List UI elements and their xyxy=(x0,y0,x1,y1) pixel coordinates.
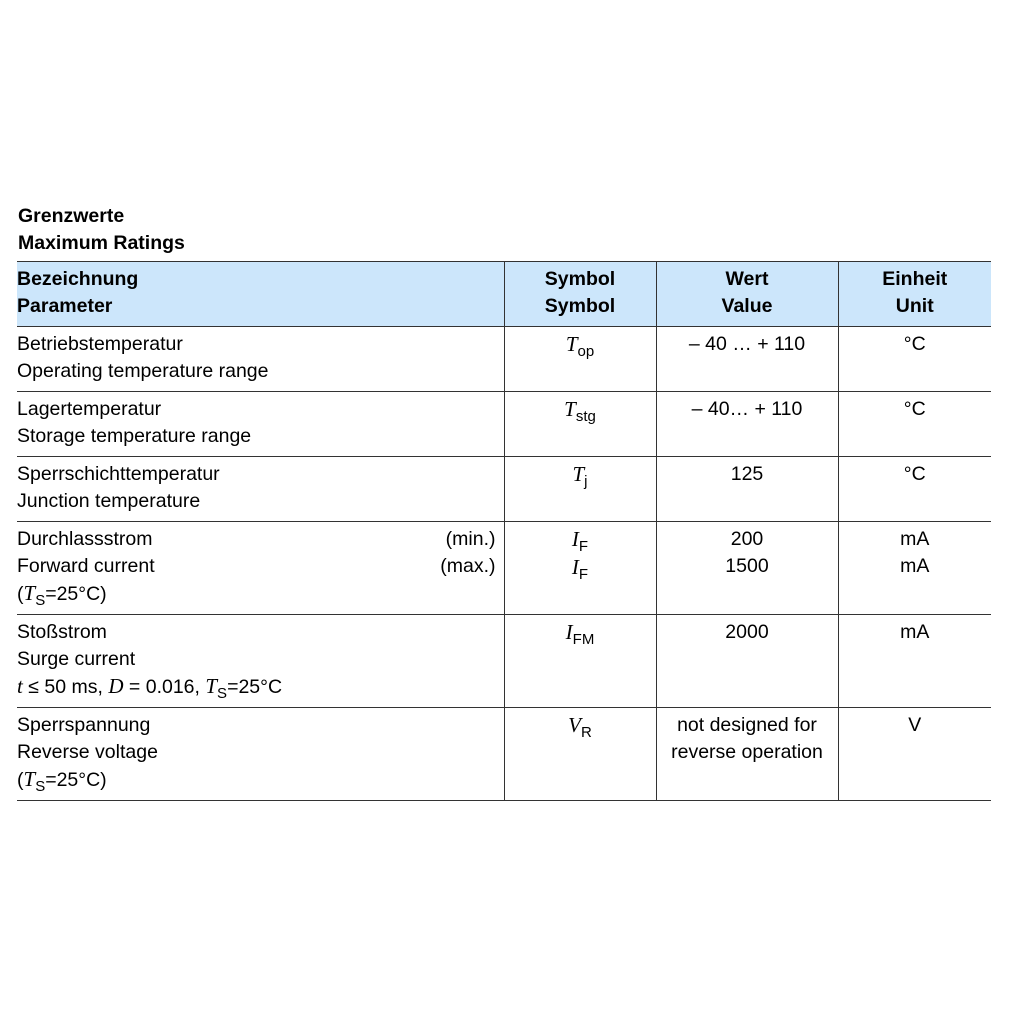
parameter-en: Reverse voltage xyxy=(17,741,158,763)
condition-symbol: T xyxy=(23,581,36,605)
value-cell xyxy=(656,708,838,801)
value: – 40 … + 110 xyxy=(688,333,806,355)
header-parameter-en: Parameter xyxy=(17,295,113,317)
parameter-de: Sperrschichttemperatur xyxy=(17,463,220,485)
unit: mA xyxy=(900,621,930,643)
value-cell xyxy=(656,327,838,392)
condition xyxy=(17,766,504,794)
condition-subscript: S xyxy=(35,778,46,795)
header-symbol xyxy=(504,262,656,327)
qualifier-max: (max.) xyxy=(440,555,496,577)
header-value-en: Value xyxy=(721,295,773,317)
parameter-en: Operating temperature range xyxy=(17,360,269,382)
header-parameter xyxy=(17,262,504,327)
condition-duty: = 0.016, xyxy=(123,676,206,698)
symbol-cell xyxy=(504,522,656,615)
title-english: Maximum Ratings xyxy=(18,232,185,254)
symbol-subscript: stg xyxy=(575,408,596,425)
condition-time-symbol: t xyxy=(17,674,23,698)
parameter-de: Betriebstemperatur xyxy=(17,333,183,355)
condition-value: =25°C) xyxy=(45,583,107,605)
parameter-line xyxy=(17,553,504,580)
value: 1500 xyxy=(725,555,769,577)
symbol-cell xyxy=(504,457,656,522)
unit-cell xyxy=(838,708,991,801)
header-unit xyxy=(838,262,991,327)
parameter-de: Lagertemperatur xyxy=(17,398,162,420)
symbol: I xyxy=(571,555,579,579)
parameter-cell xyxy=(17,457,504,522)
symbol-cell xyxy=(504,327,656,392)
parameter-de: Durchlassstrom xyxy=(17,528,153,550)
parameter-cell xyxy=(17,615,504,708)
parameter-en: Storage temperature range xyxy=(17,425,252,447)
symbol-subscript: R xyxy=(580,724,592,741)
symbol: T xyxy=(565,332,578,356)
condition-subscript: S xyxy=(217,685,228,702)
title-german: Grenzwerte xyxy=(18,205,125,227)
parameter-cell xyxy=(17,327,504,392)
table-row xyxy=(17,708,991,801)
table-row xyxy=(17,615,991,708)
parameter-line xyxy=(17,526,504,553)
condition xyxy=(17,673,504,701)
condition-symbol: T xyxy=(23,767,36,791)
value: reverse operation xyxy=(671,741,823,763)
value-cell xyxy=(656,615,838,708)
unit: °C xyxy=(903,398,926,420)
parameter-de: Stoßstrom xyxy=(17,621,107,643)
parameter-en: Forward current xyxy=(17,555,155,577)
symbol: I xyxy=(571,527,579,551)
unit: °C xyxy=(903,463,926,485)
value: 200 xyxy=(730,528,764,550)
parameter-en: Junction temperature xyxy=(17,490,201,512)
condition-duty-symbol: D xyxy=(108,674,124,698)
symbol-cell xyxy=(504,392,656,457)
value: not designed for xyxy=(677,714,817,736)
unit-cell xyxy=(838,615,991,708)
condition-value: =25°C) xyxy=(45,769,107,791)
symbol-subscript: FM xyxy=(572,631,595,648)
header-unit-de: Einheit xyxy=(882,268,948,290)
table-header-row xyxy=(17,262,991,327)
condition-value: =25°C xyxy=(227,676,283,698)
value-cell xyxy=(656,522,838,615)
table-row xyxy=(17,522,991,615)
unit-cell xyxy=(838,457,991,522)
unit-cell xyxy=(838,327,991,392)
parameter-cell xyxy=(17,522,504,615)
parameter-de: Sperrspannung xyxy=(17,714,151,736)
header-symbol-en: Symbol xyxy=(544,295,616,317)
unit: °C xyxy=(903,333,926,355)
qualifier-min: (min.) xyxy=(445,528,496,550)
value: 2000 xyxy=(725,621,769,643)
header-unit-en: Unit xyxy=(895,295,934,317)
symbol-subscript: F xyxy=(578,566,589,583)
condition-time: ≤ 50 ms, xyxy=(22,676,109,698)
condition xyxy=(17,580,504,608)
symbol-cell xyxy=(504,708,656,801)
value-cell xyxy=(656,457,838,522)
value: 125 xyxy=(730,463,764,485)
table-row xyxy=(17,327,991,392)
unit: V xyxy=(908,714,922,736)
symbol-cell xyxy=(504,615,656,708)
symbol: T xyxy=(564,397,576,421)
section-title xyxy=(18,203,185,257)
table-row xyxy=(17,392,991,457)
condition-subscript: S xyxy=(35,592,46,609)
value-cell xyxy=(656,392,838,457)
condition-open: ( xyxy=(17,769,24,791)
unit-cell xyxy=(838,392,991,457)
parameter-cell xyxy=(17,392,504,457)
header-value xyxy=(656,262,838,327)
header-parameter-de: Bezeichnung xyxy=(17,268,139,290)
symbol-subscript: F xyxy=(578,538,589,555)
symbol-subscript: j xyxy=(584,473,588,490)
unit: mA xyxy=(900,528,930,550)
condition-open: ( xyxy=(17,583,24,605)
symbol: T xyxy=(572,462,585,486)
table-row xyxy=(17,457,991,522)
condition-symbol: T xyxy=(205,674,218,698)
parameter-cell xyxy=(17,708,504,801)
parameter-en: Surge current xyxy=(17,648,136,670)
unit-cell xyxy=(838,522,991,615)
header-symbol-de: Symbol xyxy=(544,268,616,290)
value: – 40… + 110 xyxy=(691,398,803,420)
header-value-de: Wert xyxy=(725,268,769,290)
symbol: I xyxy=(565,620,573,644)
maximum-ratings-table xyxy=(17,261,991,801)
unit: mA xyxy=(900,555,930,577)
symbol-subscript: op xyxy=(577,343,595,360)
symbol: V xyxy=(568,713,581,737)
